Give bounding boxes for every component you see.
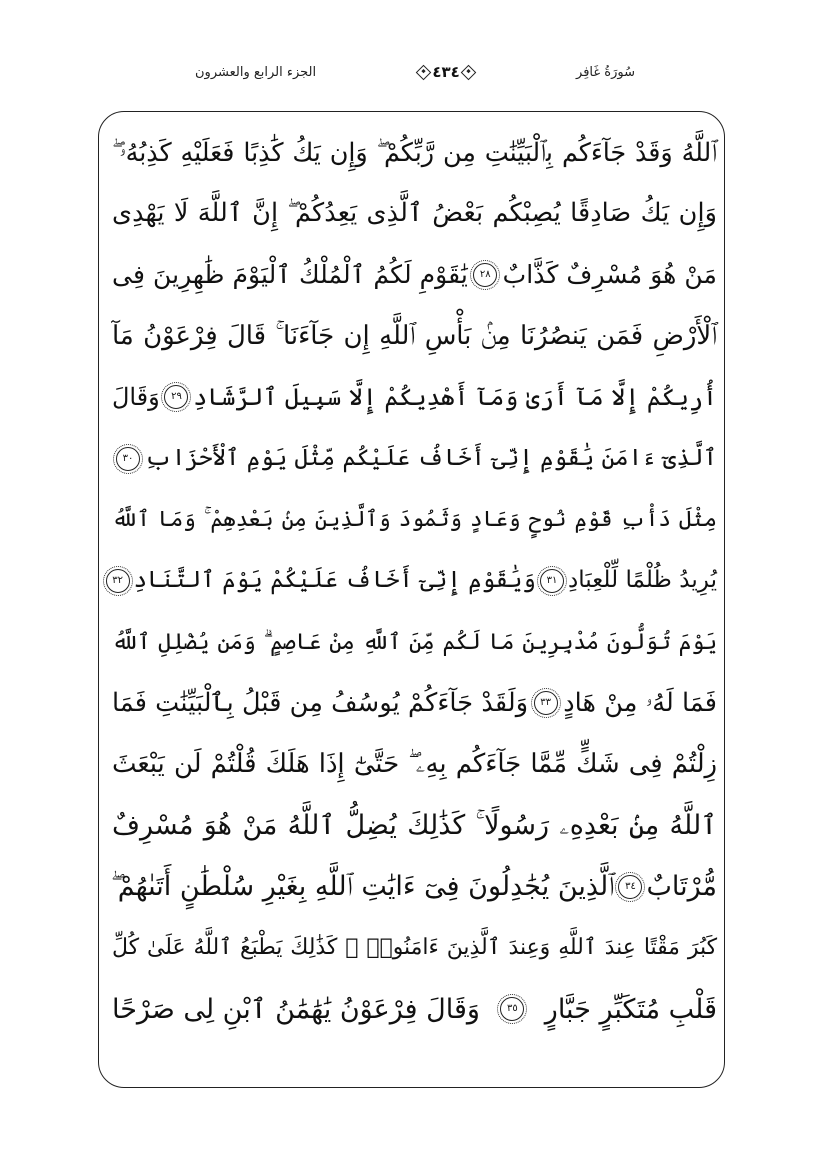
verse-text: وَقَالَ xyxy=(112,382,160,411)
verse-marker: ٣٤ xyxy=(618,875,642,899)
verse-text: يَٰقَوْمِ لَكُمُ ٱلْمُلْكُ ٱلْيَوْمَ ظَٰهِرِينَ فِى xyxy=(112,260,468,290)
text-line xyxy=(112,550,717,611)
verse-text: وَقَالَ فِرْعَوْنُ يَٰهَٰمَٰنُ ٱبْنِ لِى صَرْحًا xyxy=(112,993,480,1025)
verse-text: فَمَا لَهُۥ مِنْ هَادٍ xyxy=(563,687,717,718)
text-line xyxy=(112,856,717,917)
verse-text: يَوْمَ تُوَلُّونَ مُدْبِرِينَ مَا لَكُم مِّنَ ٱللَّهِ مِنْ عَاصِمٍ ۗ وَمَن يُضْلِلِ ٱللَّهُ xyxy=(112,629,717,655)
text-line xyxy=(112,122,717,183)
text-line xyxy=(112,917,717,978)
verse-text: مُّرْتَابٌ xyxy=(646,871,717,903)
verse-marker: ٣١ xyxy=(540,569,564,593)
verse-marker: ٢٨ xyxy=(473,263,497,287)
verse-text: ٱلْأَرْضِ فَمَن يَنصُرُنَا مِنۢ بَأْسِ ٱللَّهِ إِن جَآءَنَا ۚ قَالَ فِرْعَوْنُ مَآ xyxy=(112,320,717,351)
text-line xyxy=(112,306,717,367)
ornament-icon xyxy=(461,64,477,80)
juz-name: الجزء الرابع والعشرون xyxy=(195,64,317,80)
text-line xyxy=(112,367,717,428)
page-number: ٤٣٤ xyxy=(432,63,460,81)
text-line xyxy=(112,979,717,1040)
verse-marker: ٣٥ xyxy=(500,997,524,1021)
verse-text: قَلْبِ مُتَكَبِّرٍ جَبَّارٍ xyxy=(544,993,717,1025)
verse-text: مَنْ هُوَ مُسْرِفٌ كَذَّابٌ xyxy=(502,260,717,290)
verse-text: وَيَٰقَوْمِ إِنِّىٓ أَخَافُ عَلَيْكُمْ يَوْمَ ٱلتَّنَادِ xyxy=(133,567,536,594)
verse-text: وَلَقَدْ جَآءَكُمْ يُوسُفُ مِن قَبْلُ بِٱلْبَيِّنَٰتِ فَمَا xyxy=(112,687,529,718)
verse-text: ٱلَّذِينَ يُجَٰدِلُونَ فِىٓ ءَايَٰتِ ٱللَّهِ بِغَيْرِ سُلْطَٰنٍ أَتَىٰهُمْ ۖ xyxy=(110,871,615,903)
verse-text: مِثْلَ دَأْبِ قَوْمِ نُوحٍ وَعَادٍ وَثَمُودَ وَٱلَّذِينَ مِنۢ بَعْدِهِمْ ۚ وَمَا ٱللَّهُ xyxy=(112,507,717,533)
text-line xyxy=(112,673,717,734)
text-line xyxy=(112,612,717,673)
verse-marker: ٣٠ xyxy=(116,447,140,471)
verse-text: زِلْتُمْ فِى شَكٍّ مِّمَّا جَآءَكُم بِهِۦ ۖ حَتَّىٰٓ إِذَا هَلَكَ قُلْتُمْ لَن يَبْعَثَ xyxy=(112,748,717,779)
text-line xyxy=(112,183,717,244)
verse-text: أُرِيكُمْ إِلَّا مَآ أَرَىٰ وَمَآ أَهْدِيكُمْ إِلَّا سَبِيلَ ٱلرَّشَادِ xyxy=(193,382,717,411)
page-header xyxy=(195,52,635,92)
text-line xyxy=(112,734,717,795)
verse-marker: ٣٣ xyxy=(534,691,558,715)
verse-text: وَإِن يَكُ صَادِقًا يُصِبْكُم بَعْضُ ٱلَّذِى يَعِدُكُمْ ۖ إِنَّ ٱللَّهَ لَا يَهْدِى xyxy=(112,198,717,229)
text-line xyxy=(112,489,717,550)
verse-text: ٱللَّهُ مِنۢ بَعْدِهِۦ رَسُولًا ۚ كَذَٰلِكَ يُضِلُّ ٱللَّهُ مَنْ هُوَ مُسْرِفٌ xyxy=(112,810,717,842)
verse-text: ٱلَّذِىٓ ءَامَنَ يَٰقَوْمِ إِنِّىٓ أَخَافُ عَلَيْكُم مِّثْلَ يَوْمِ ٱلْأَحْزَابِ xyxy=(144,444,717,471)
verse-marker: ٢٩ xyxy=(164,385,188,409)
text-line xyxy=(112,795,717,856)
text-line xyxy=(112,428,717,489)
verse-text: كَبُرَ مَقْتًا عِندَ ٱللَّهِ وَعِندَ ٱلَّذِينَ ءَامَنُوا۟ ۚ كَذَٰلِكَ يَطْبَعُ ٱللَّهُ عَلَىٰ كُلِّ xyxy=(112,935,717,961)
quran-text-block xyxy=(112,122,717,1040)
verse-marker: ٣٢ xyxy=(106,569,130,593)
page-number-group xyxy=(418,63,473,81)
text-line xyxy=(112,244,717,305)
verse-text: ٱللَّهُ وَقَدْ جَآءَكُم بِٱلْبَيِّنَٰتِ مِن رَّبِّكُمْ ۖ وَإِن يَكُ كَٰذِبًا فَعَلَيْهِ كَذِبُهُۥ ۖ xyxy=(112,138,717,167)
ornament-icon xyxy=(416,64,432,80)
verse-text: يُرِيدُ ظُلْمًا لِّلْعِبَادِ xyxy=(567,567,717,594)
surah-name: سُورَةُ غَافِر xyxy=(576,64,635,80)
